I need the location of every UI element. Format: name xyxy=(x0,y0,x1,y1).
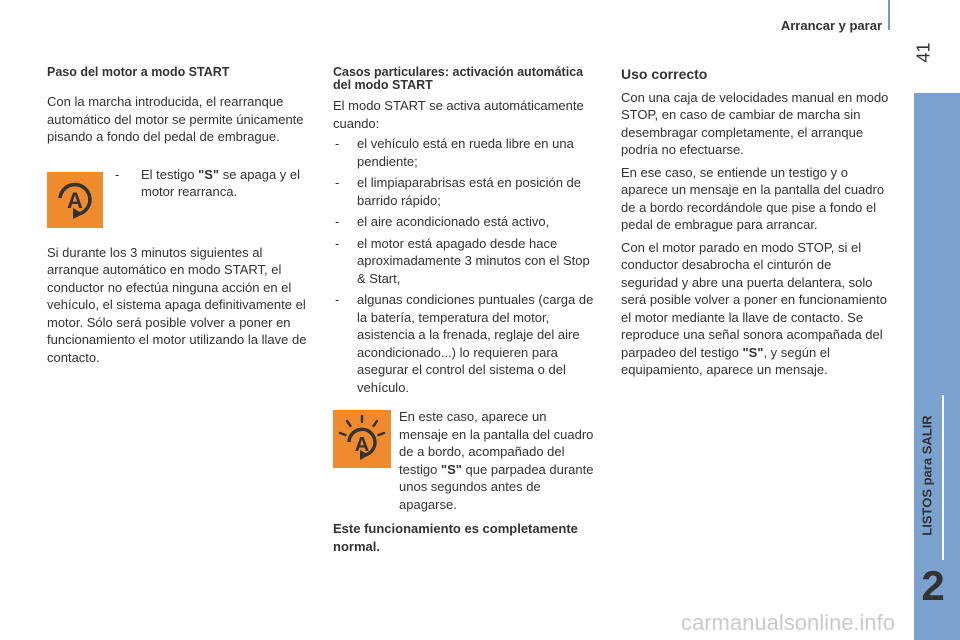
testigo-s-label: "S" xyxy=(198,166,220,182)
chapter-side-tab xyxy=(914,93,960,640)
watermark: carmanualsonline.info xyxy=(681,610,896,635)
paragraph-start-activates: El modo START se activa automáticamente cuando: xyxy=(333,98,584,131)
paragraph-indicator-message: En ese caso, se entiende un testigo y o aparece un mensaje en la pantalla del cuadro de a bordo recordándole que pise a fondo el pedal de embrague para arrancar. xyxy=(621,164,885,232)
list-item: - algunas condiciones puntuales (carga de la batería, temperatura del motor, asistencia a la frenada, reglaje del aire acondicionado...) lo requieren para asegurar el control del sistema o del vehículo. xyxy=(333,291,598,396)
auto-start-a-flashing-icon xyxy=(333,410,391,468)
chapter-number: 2 xyxy=(921,562,945,609)
svg-text:A: A xyxy=(354,434,370,456)
list-item: - el motor está apagado desde hace aproximadamente 3 minutos con el Stop & Start, xyxy=(333,235,598,288)
paragraph-three-minutes: Si durante los 3 minutos siguientes al arranque automático en modo START, el conductor no efectúa ninguna acción en el vehículo, el sistema apaga definitivamente el motor. Sólo será posible volver a poner en funcionamiento el motor utilizando la llave de contacto. xyxy=(47,244,307,365)
list-item: - el limpiaparabrisas está en posición de barrido rápido; xyxy=(333,174,598,209)
closing-note: Este funcionamiento es completamente normal. xyxy=(333,521,578,554)
auto-start-a-icon xyxy=(47,172,103,228)
heading-correct-use: Uso correcto xyxy=(621,66,708,82)
page-number: 41 xyxy=(913,42,934,63)
conditions-list xyxy=(333,135,598,396)
heading-start-mode: Paso del motor a modo START xyxy=(47,65,230,79)
flash-warning-block xyxy=(333,408,598,516)
column-correct-use xyxy=(621,66,891,379)
header-rule xyxy=(888,0,890,30)
side-tab-rule xyxy=(942,395,944,560)
flash-warning-text: En este caso, aparece un mensaje en la pantalla del cuadro de a bordo, acompañado del testigo "S" que parpadea durante unos segundos antes de apagarse. xyxy=(399,409,594,512)
svg-text:A: A xyxy=(67,187,83,213)
column-start-mode xyxy=(47,66,317,366)
chapter-label: LISTOS para SALIR xyxy=(919,414,935,536)
list-item: - el aire acondicionado está activo, xyxy=(333,213,598,231)
testigo-s-label: "S" xyxy=(440,461,462,477)
paragraph-seatbelt: Con el motor parado en modo STOP, si el conductor desabrocha el cinturón de seguridad y abre una puerta delantera, solo será posible volver a poner en funcionamiento el motor mediante la llave de contacto. Se reproduce una señal sonora acompañada del parpadeo del testigo "S", y según el equipamiento, aparece un mensaje. xyxy=(621,239,887,377)
list-item: - el vehículo está en rueda libre en una pendiente; xyxy=(333,135,598,170)
indicator-block xyxy=(47,166,317,236)
section-title: Arrancar y parar xyxy=(780,18,882,33)
paragraph-rearranque: Con la marcha introducida, el rearranque automático del motor se permite únicamente pisando a fondo del pedal de embrague. xyxy=(47,94,304,144)
indicator-description: - El testigo "S" se apaga y el motor rearranca. xyxy=(115,166,301,199)
testigo-s-label: "S" xyxy=(742,344,764,360)
column-special-cases xyxy=(333,66,598,555)
heading-special-cases: Casos particulares: activación automática del modo START xyxy=(333,65,584,92)
paragraph-manual-gearbox: Con una caja de velocidades manual en modo STOP, en caso de cambiar de marcha sin desembragar completamente, el arranque podría no efectuarse. xyxy=(621,89,889,157)
